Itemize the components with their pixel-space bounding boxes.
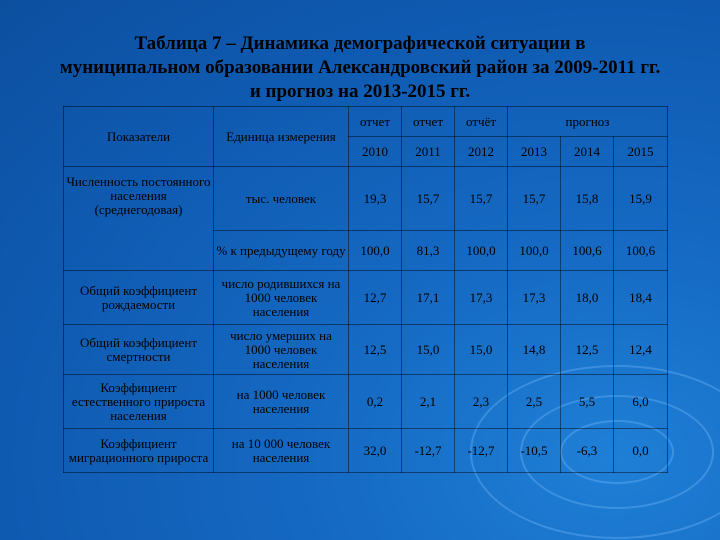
row-indicator: Коэффициент естественного прироста населения <box>64 375 214 429</box>
row-value: 18,0 <box>561 271 614 325</box>
row-value: 100,6 <box>614 231 668 271</box>
row-value: 100,0 <box>455 231 508 271</box>
header-year: 2010 <box>349 137 402 167</box>
header-year: 2014 <box>561 137 614 167</box>
header-status: отчёт <box>455 107 508 137</box>
row-unit: % к предыдущему году <box>214 231 349 271</box>
row-value: 15,7 <box>455 167 508 231</box>
header-year: 2011 <box>402 137 455 167</box>
row-value: 15,9 <box>614 167 668 231</box>
header-indicators: Показатели <box>64 107 214 167</box>
header-year: 2012 <box>455 137 508 167</box>
row-value: 15,0 <box>402 325 455 375</box>
title-line-3: и прогноз на 2013-2015 гг. <box>249 81 471 102</box>
row-value: 12,5 <box>561 325 614 375</box>
title-line-2: муниципальном образовании Александровский район за 2009-2011 гг. <box>59 57 661 78</box>
row-value: 15,0 <box>455 325 508 375</box>
row-value: 17,3 <box>455 271 508 325</box>
table-row <box>64 375 668 429</box>
row-value: 2,1 <box>402 375 455 429</box>
header-status: отчет <box>349 107 402 137</box>
row-value: 15,7 <box>402 167 455 231</box>
row-value: -6,3 <box>561 429 614 473</box>
header-row-status <box>64 107 668 137</box>
row-indicator: Общий коэффициент рождаемости <box>64 271 214 325</box>
table-row <box>64 271 668 325</box>
row-value: 17,1 <box>402 271 455 325</box>
row-value: 12,7 <box>349 271 402 325</box>
row-value: -10,5 <box>508 429 561 473</box>
header-unit: Единица измерения <box>214 107 349 167</box>
row-indicator: Коэффициент миграционного прироста <box>64 429 214 473</box>
slide-title <box>20 32 700 104</box>
title-line-1: Таблица 7 – Динамика демографической ситуации в <box>134 33 586 54</box>
row-value: 14,8 <box>508 325 561 375</box>
row-value: 81,3 <box>402 231 455 271</box>
demographics-table <box>63 106 668 473</box>
row-value: 100,0 <box>508 231 561 271</box>
row-value: 2,5 <box>508 375 561 429</box>
row-value: 15,7 <box>508 167 561 231</box>
row-unit: на 1000 человек населения <box>214 375 349 429</box>
table-row <box>64 167 668 231</box>
row-value: 2,3 <box>455 375 508 429</box>
row-value: 15,8 <box>561 167 614 231</box>
row-unit: тыс. человек <box>214 167 349 231</box>
row-value: 17,3 <box>508 271 561 325</box>
row-value: -12,7 <box>455 429 508 473</box>
row-value: 12,5 <box>349 325 402 375</box>
row-value: 32,0 <box>349 429 402 473</box>
row-value: 5,5 <box>561 375 614 429</box>
row-value: 6,0 <box>614 375 668 429</box>
row-value: 0,0 <box>614 429 668 473</box>
row-value: 100,0 <box>349 231 402 271</box>
row-indicator: Общий коэффициент смертности <box>64 325 214 375</box>
table-row <box>64 429 668 473</box>
row-value: 18,4 <box>614 271 668 325</box>
row-indicator: Численность постоянного населения (среднегодовая) <box>64 167 214 271</box>
header-year: 2013 <box>508 137 561 167</box>
row-unit: на 10 000 человек населения <box>214 429 349 473</box>
header-forecast: прогноз <box>508 107 668 137</box>
header-year: 2015 <box>614 137 668 167</box>
row-value: 19,3 <box>349 167 402 231</box>
row-value: -12,7 <box>402 429 455 473</box>
row-value: 12,4 <box>614 325 668 375</box>
header-status: отчет <box>402 107 455 137</box>
table-row <box>64 325 668 375</box>
row-unit: число родившихся на 1000 человек населения <box>214 271 349 325</box>
row-unit: число умерших на 1000 человек населения <box>214 325 349 375</box>
row-value: 0,2 <box>349 375 402 429</box>
row-value: 100,6 <box>561 231 614 271</box>
